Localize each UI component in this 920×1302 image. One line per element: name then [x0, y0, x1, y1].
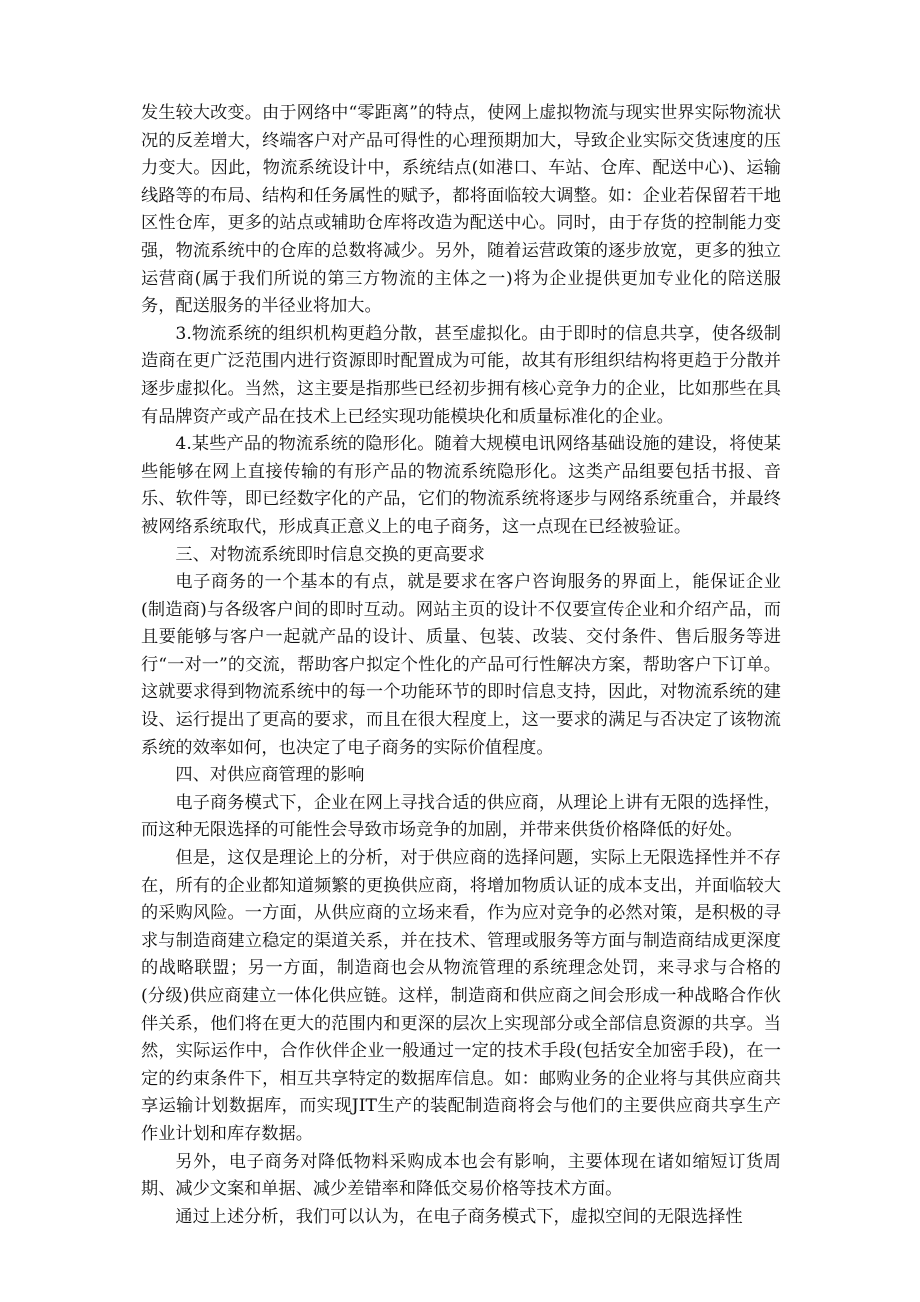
- paragraph-procurement-cost: 另外，电子商务对降低物料采购成本也会有影响，主要体现在诸如缩短订货周期、减少文案和单据、减少差错率和降低交易价格等技术方面。: [141, 1151, 781, 1200]
- document-body: [141, 100, 781, 1231]
- paragraph-logistics-system-changes: 发生较大改变。由于网络中“零距离”的特点，使网上虚拟物流与现实世界实际物流状况的反差增大，终端客户对产品可得性的心理预期加大，导致企业实际交货速度的压力变大。因此，物流系统设计中，系统结点(如港口、车站、仓库、配送中心)、运输线路等的布局、结构和任务属性的赋予，都将面临较大调整。如：企业若保留若干地区性仓库，更多的站点或辅助仓库将改造为配送中心。同时，由于存货的控制能力变强，物流系统中的仓库的总数将减少。另外，随着运营政策的逐步放宽，更多的独立运营商(属于我们所说的第三方物流的主体之一)将为企业提供更加专业化的陪送服务，配送服务的半径业将加大。: [141, 103, 781, 317]
- paragraph-logistics-invisible: 4.某些产品的物流系统的隐形化。随着大规模电讯网络基础设施的建设，将使某些能够在网上直接传输的有形产品的物流系统隐形化。这类产品组要包括书报、音乐、软件等，即已经数字化的产品，它们的物流系统将逐步与网络系统重合，并最终被网络系统取代，形成真正意义上的电子商务，这一点现在已经被验证。: [141, 434, 781, 537]
- paragraph-organization-decentralized: 3.物流系统的组织机构更趋分散，甚至虚拟化。由于即时的信息共享，使各级制造商在更广泛范围内进行资源即时配置成为可能，故其有形组织结构将更趋于分散并逐步虚拟化。当然，这主要是指那些已经初步拥有核心竞争力的企业，比如那些在具有品牌资产或产品在技术上已经实现功能模块化和质量标准化的企业。: [141, 323, 781, 427]
- paragraph-realtime-interaction: 电子商务的一个基本的有点，就是要求在客户咨询服务的界面上，能保证企业(制造商)与各级客户间的即时互动。网站主页的设计不仅要宣传企业和介绍产品，而且要能够与客户一起就产品的设计、质量、包装、改装、交付条件、售后服务等进行“一对一”的交流，帮助客户拟定个性化的产品可行性解决方案，帮助客户下订单。这就要求得到物流系统中的每一个功能环节的即时信息支持，因此，对物流系统的建设、运行提出了更高的要求，而且在很大程度上，这一要求的满足与否决定了该物流系统的效率如何，也决定了电子商务的实际价值程度。: [141, 572, 781, 758]
- paragraph-conclusion-start: 通过上述分析，我们可以认为，在电子商务模式下，虚拟空间的无限选择性: [175, 1206, 743, 1227]
- section-heading-info-exchange: 三、对物流系统即时信息交换的更高要求: [175, 544, 485, 565]
- paragraph-supplier-partnership: 但是，这仅是理论上的分析，对于供应商的选择问题，实际上无限选择性并不存在，所有的企业都知道频繁的更换供应商，将增加物质认证的成本支出，并面临较大的采购风险。一方面，从供应商的立场来看，作为应对竞争的必然对策，是积极的寻求与制造商建立稳定的渠道关系，并在技术、管理或服务等方面与制造商结成更深度的战略联盟；另一方面，制造商也会从物流管理的系统理念处罚，来寻求与合格的(分级)供应商建立一体化供应链。这样，制造商和供应商之间会形成一种战略合作伙伴关系，他们将在更大的范围内和更深的层次上实现部分或全部信息资源的共享。当然，实际运作中，合作伙伴企业一般通过一定的技术手段(包括安全加密手段)，在一定的约束条件下，相互共享特定的数据库信息。如：邮购业务的企业将与其供应商共享运输计划数据库，而实现JIT生产的装配制造商将会与他们的主要供应商共享生产作业计划和库存数据。: [141, 848, 781, 1144]
- section-heading-supplier-management: 四、对供应商管理的影响: [175, 765, 365, 786]
- paragraph-supplier-selection: 电子商务模式下，企业在网上寻找合适的供应商，从理论上讲有无限的选择性，而这种无限选择的可能性会导致市场竞争的加剧，并带来供货价格降低的好处。: [141, 792, 781, 841]
